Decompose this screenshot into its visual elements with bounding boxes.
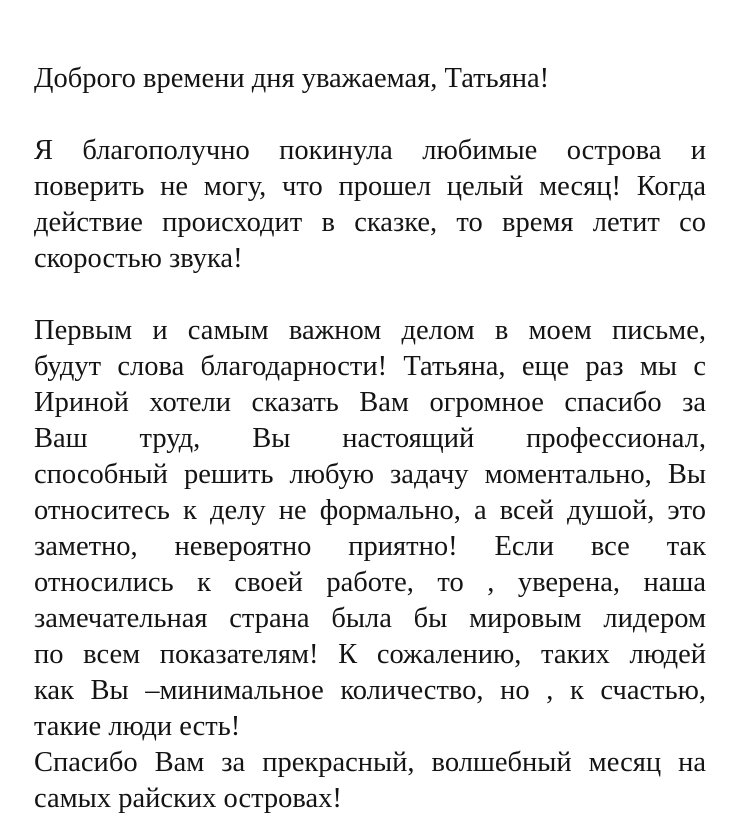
paragraph-2-line: Первым и самым важном делом в моем письме, (34, 315, 706, 346)
paragraph-2-line: заметно, невероятно приятно! Если все так (34, 531, 706, 562)
paragraph-3 (34, 745, 706, 817)
paragraph-3-line: самых райских островах! (34, 783, 342, 814)
paragraph-2-line: относитесь к делу не формально, а всей душой, это (34, 495, 706, 526)
letter-page (34, 61, 706, 817)
paragraph-2-line: по всем показателям! К сожалению, таких людей (34, 639, 706, 670)
paragraph-2-line: относились к своей работе, то , уверена, наша (34, 567, 706, 598)
paragraph-2 (34, 313, 706, 745)
paragraph-1-line: поверить не могу, что прошел целый месяц! Когда (34, 171, 706, 202)
paragraph-1-line: скоростью звука! (34, 243, 243, 274)
letter-greeting: Доброго времени дня уважаемая, Татьяна! (34, 63, 550, 94)
paragraph-2-line: будут слова благодарности! Татьяна, еще раз мы с (34, 351, 706, 382)
paragraph-2-line: такие люди есть! (34, 711, 241, 742)
paragraph-2-line: как Вы –минимальное количество, но , к счастью, (34, 675, 706, 706)
paragraph-2-line: Ириной хотели сказать Вам огромное спасибо за (34, 387, 706, 418)
paragraph-1-line: Я благополучно покинула любимые острова и (34, 135, 706, 166)
paragraph-2-line: способный решить любую задачу моментально, Вы (34, 459, 706, 490)
paragraph-2-line: замечательная страна была бы мировым лидером (34, 603, 706, 634)
paragraph-3-line: Спасибо Вам за прекрасный, волшебный месяц на (34, 747, 706, 778)
paragraph-2-line: Ваш труд, Вы настоящий профессионал, (34, 423, 706, 454)
paragraph-1-line: действие происходит в сказке, то время летит со (34, 207, 706, 238)
paragraph-1 (34, 133, 706, 277)
